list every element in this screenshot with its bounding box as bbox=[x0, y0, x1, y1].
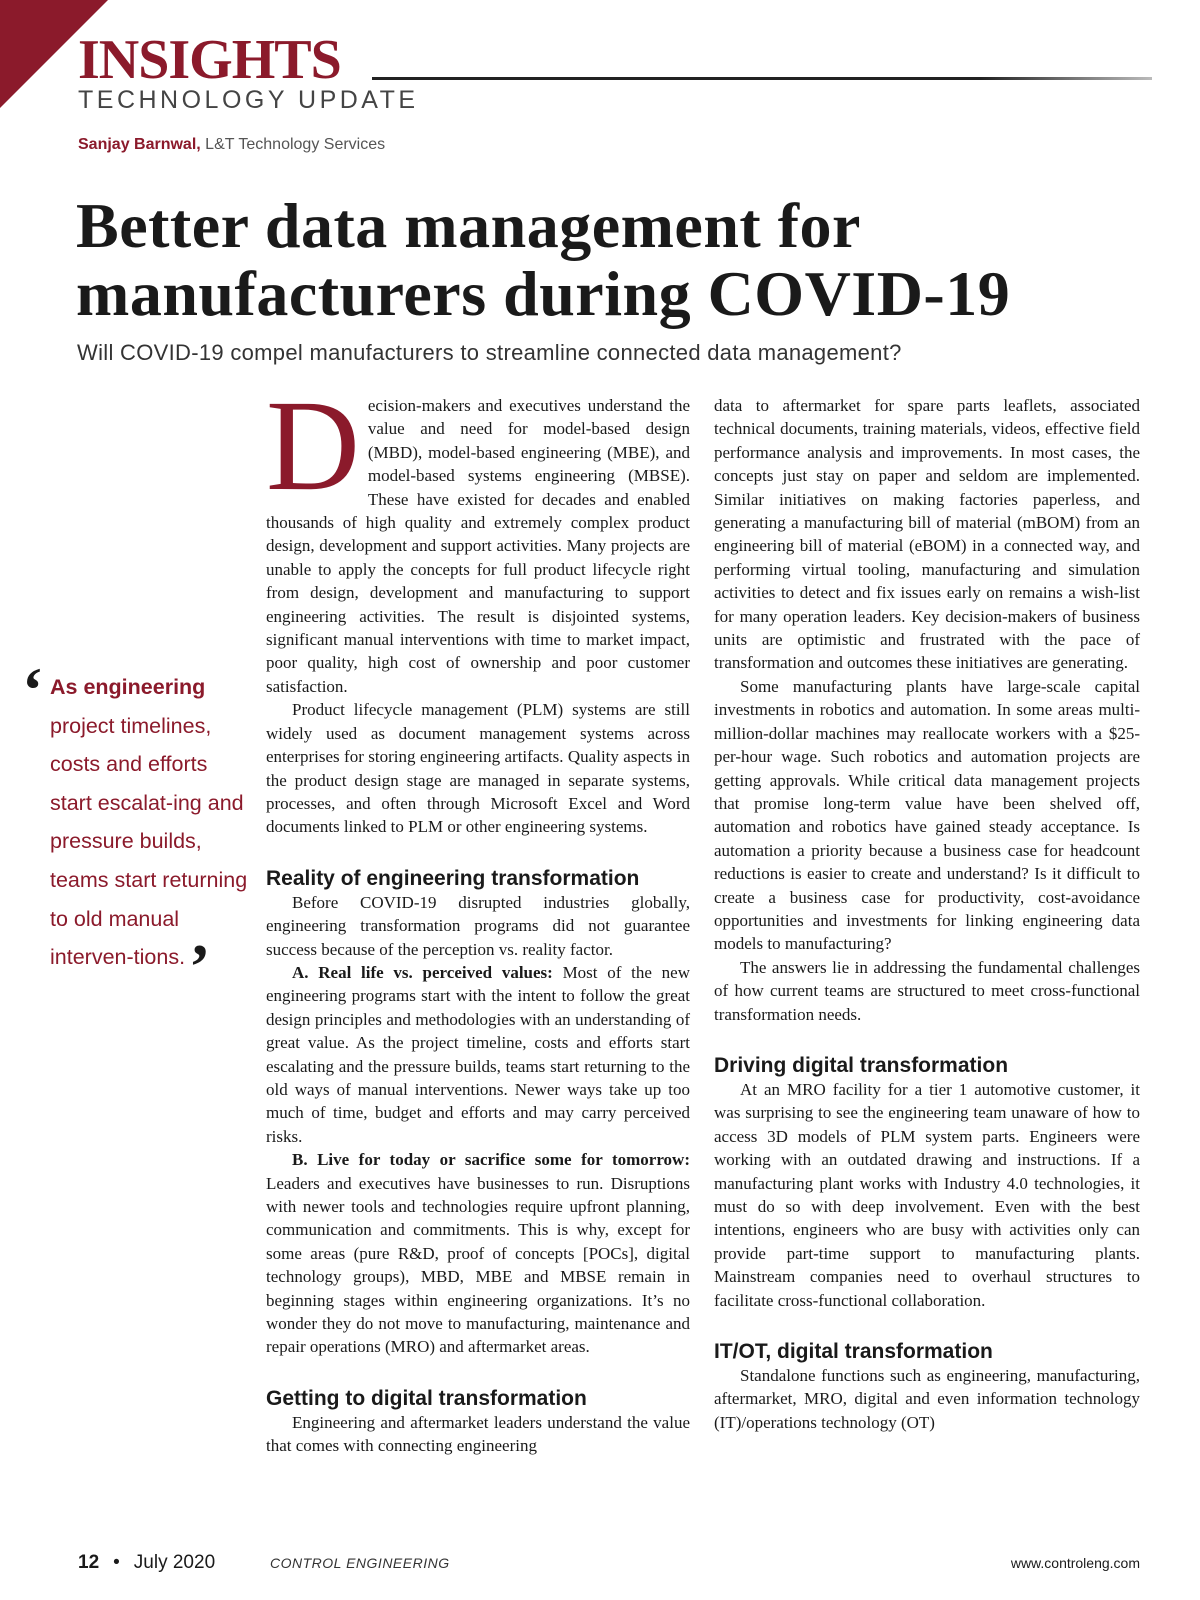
headline-line-1: Better data management for bbox=[76, 190, 861, 261]
open-quote-icon: ‘ bbox=[22, 654, 44, 725]
headline-line-2: manufacturers during COVID-19 bbox=[76, 258, 1011, 329]
section-title: INSIGHTS bbox=[78, 29, 341, 91]
pull-quote-text: project timelines, costs and efforts start escalat-ing and pressure builds, teams start returning to old manual interven-tions. bbox=[50, 713, 248, 970]
footer-bullet: • bbox=[113, 1552, 120, 1573]
close-quote-icon: ’ bbox=[189, 931, 211, 1003]
publication-name: CONTROL ENGINEERING bbox=[270, 1555, 450, 1571]
header-rule bbox=[372, 77, 1152, 80]
body-paragraph: Engineering and aftermarket leaders understand the value that comes with connecting engineering bbox=[266, 1412, 690, 1456]
page-number: 12 bbox=[78, 1552, 100, 1573]
author-affiliation: L&T Technology Services bbox=[205, 136, 386, 153]
body-paragraph: At an MRO facility for a tier 1 automotive customer, it was surprising to see the engineering team unaware of how to access 3D models of PLM system parts. Engineers were working with an outdated drawing and instructions. If a manufacturing plant works with Industry 4.0 technologies, it must do so with deep involvement. Even with the best intentions, engineers who are busy with activities only can provide part-time support to manufacturing plants. Mainstream companies need to overhaul structures to facilitate cross-functional collaboration. bbox=[714, 1079, 1140, 1310]
body-paragraph: Product lifecycle management (PLM) systems are still widely used as document management systems across enterprises for storing engineering artifacts. Quality aspects in the product design stage are managed in separate systems, processes, and often through Microsoft Excel and Word documents linked to PLM or other engineering systems. bbox=[266, 700, 690, 837]
page-footer bbox=[78, 1552, 1140, 1574]
body-column-2 bbox=[714, 394, 1140, 1434]
paragraph-text: Leaders and executives have businesses to run. Disruptions with newer tools and technologies require upfront planning, communication and commitments. This is why, except for some areas (pure R&D, proof of concepts [POCs], digital technology groups), MBD, MBE and MBSE remain in beginning stages within engineering organizations. It’s no wonder they do not move to manufacturing, maintenance and repair operations (MRO) and aftermarket areas. bbox=[266, 1173, 690, 1357]
author-name: Sanjay Barnwal, bbox=[78, 136, 201, 153]
body-paragraph: Some manufacturing plants have large-scale capital investments in robotics and automation. In some areas multi-million-dollar machines may reallocate workers with a $25-per-hour wage. Such robotics and automation projects are getting approvals. While critical data management projects that promise long-term value have been shelved off, automation and robotics have gained steady acceptance. Is automation a priority because a business case for headcount reductions is easier to create and understand? Is it difficult to create a business case for productivity, cost-avoidance opportunities and investments for linking engineering data models to manufacturing? bbox=[714, 676, 1140, 954]
paragraph-text: ecision-makers and executives understand the value and need for model-based design (MBD), model-based engineering (MBE), and model-based systems engineering (MBSE). These have existed for decades and enabled thousands of high quality and extremely complex product design, development and support activities. Many projects are unable to apply the concepts for full product lifecycle right from design, development and manufacturing to support engineering activities. The result is disjointed systems, significant manual interventions with time to market impact, poor quality, high cost of ownership and poor customer satisfaction. bbox=[266, 396, 690, 696]
byline bbox=[78, 136, 385, 154]
body-paragraph bbox=[266, 1148, 690, 1359]
pull-quote bbox=[22, 654, 250, 1003]
section-heading: Driving digital transformation bbox=[714, 1053, 1009, 1077]
drop-cap: D bbox=[266, 374, 360, 518]
section-subtitle: TECHNOLOGY UPDATE bbox=[78, 86, 419, 114]
pull-quote-lead: As engineering bbox=[50, 675, 206, 699]
article-dek: Will COVID-19 compel manufacturers to streamline connected data management? bbox=[77, 340, 902, 365]
body-paragraph: Before COVID-19 disrupted industries globally, engineering transformation programs did not guarantee success because of the perception vs. reality factor. bbox=[266, 892, 690, 959]
website-url[interactable]: www.controleng.com bbox=[1010, 1555, 1140, 1571]
section-heading: IT/OT, digital transformation bbox=[714, 1340, 993, 1364]
paragraph-lead: A. Real life vs. perceived values: bbox=[292, 962, 553, 982]
issue-date: July 2020 bbox=[133, 1552, 216, 1573]
section-heading: Reality of engineering transformation bbox=[266, 866, 640, 890]
article-headline bbox=[76, 192, 1156, 328]
body-paragraph: data to aftermarket for spare parts leaflets, associated technical documents, training materials, videos, effective field performance analysis and improvements. In most cases, the concepts just stay on paper and seldom are implemented. Similar initiatives on making factories paperless, and generating a manufacturing bill of material (mBOM) from an engineering bill of material (eBOM) in a connected way, and performing virtual tooling, manufacturing and simulation activities to detect and fix issues early on remains a wish-list for many operation leaders. Key decision-makers of business units are optimistic and frustrated with the pace of transformation and outcomes these initiatives are generating. bbox=[714, 396, 1140, 673]
body-paragraph: Standalone functions such as engineering, manufacturing, aftermarket, MRO, digital and even information technology (IT)/operations technology (OT) bbox=[714, 1366, 1140, 1432]
section-heading: Getting to digital transformation bbox=[266, 1386, 587, 1410]
body-paragraph bbox=[266, 961, 690, 1148]
paragraph-lead: B. Live for today or sacrifice some for tomorrow: bbox=[292, 1150, 690, 1170]
body-paragraph: The answers lie in addressing the fundamental challenges of how current teams are structured to meet cross-functional transformation needs. bbox=[714, 957, 1140, 1024]
paragraph-text: Most of the new engineering programs start with the intent to follow the great design principles and methodologies with an understanding of great value. As the project timeline, costs and efforts start escalating and the pressure builds, teams start returning to the old ways of manual interventions. Newer ways take up too much of time, budget and efforts and may carry perceived risks. bbox=[266, 962, 690, 1146]
body-column-1 bbox=[266, 374, 690, 1458]
body-paragraph bbox=[266, 374, 690, 698]
